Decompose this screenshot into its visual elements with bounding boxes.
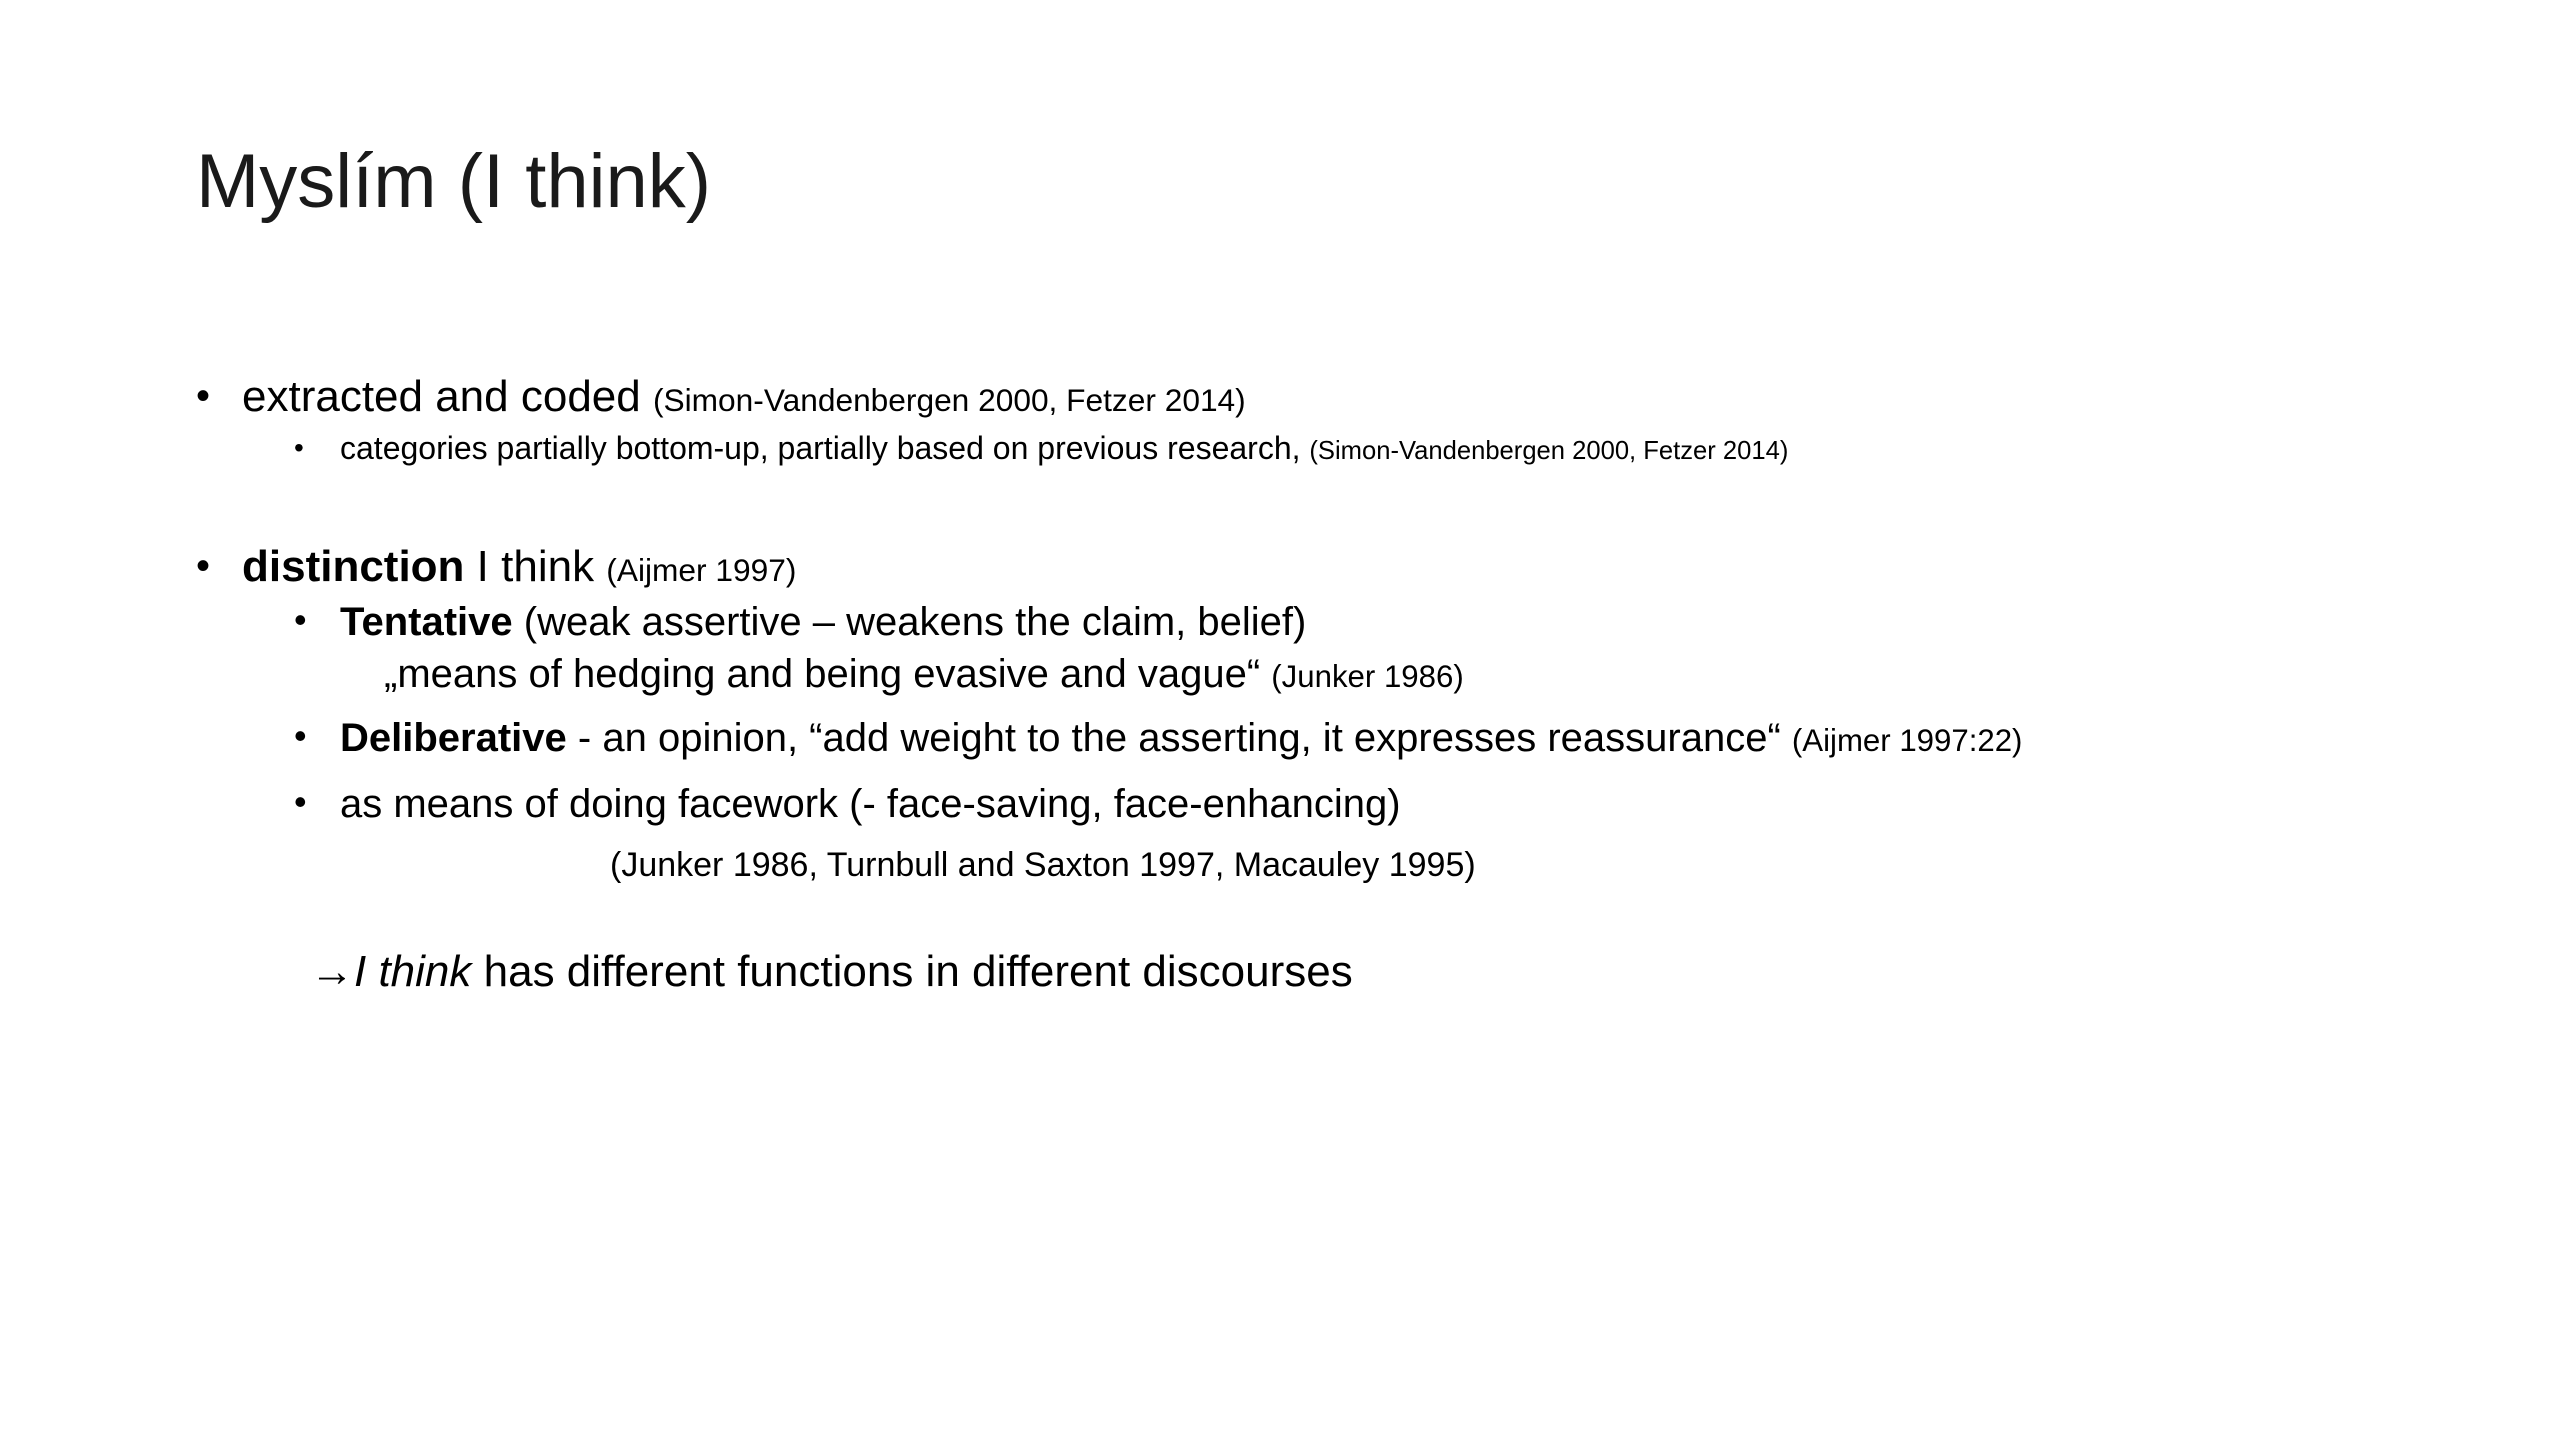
spacer — [190, 765, 2430, 779]
spacer — [190, 468, 2430, 540]
list-item-reference: (Aijmer 1997) — [606, 551, 797, 588]
list-item-label: as means of doing facework (- face-saving, face-enhancing) — [340, 782, 1401, 827]
list-item-reference: (Simon-Vandenbergen 2000, Fetzer 2014) — [652, 382, 1246, 418]
quotation-reference: (Junker 1986) — [1271, 659, 1464, 695]
quotation-text: „means of hedging and being evasive and vague“ — [384, 652, 1261, 697]
citation-line: (Junker 1986, Turnbull and Saxton 1997, Macauley 1995) — [610, 846, 1476, 885]
conclusion-text: has different functions in different discourses — [483, 946, 1353, 996]
list-item-label: extracted and coded — [242, 372, 641, 421]
bullet-icon: • — [294, 715, 307, 757]
slide-body — [190, 370, 2430, 999]
list-item-reference: (Simon-Vandenbergen 2000, Fetzer 2014) — [1309, 436, 1789, 465]
bullet-icon: • — [294, 781, 307, 823]
bullet-icon: • — [294, 431, 304, 463]
list-item — [190, 597, 2430, 647]
list-item-label: - an opinion, “add weight to the asserting, it expresses reassurance“ — [577, 716, 1781, 761]
arrow-icon: → — [310, 946, 354, 996]
list-item-reference: (Aijmer 1997:22) — [1791, 723, 2023, 759]
conclusion-emphasis: I think — [354, 946, 472, 996]
bullet-icon: • — [196, 374, 211, 418]
conclusion-line — [190, 944, 2430, 999]
list-item-label: (weak assertive – weakens the claim, belief) — [523, 600, 1307, 645]
list-item — [190, 370, 2430, 424]
list-item — [190, 713, 2430, 763]
list-item-label-bold: distinction — [242, 541, 465, 591]
list-item — [190, 779, 2430, 829]
list-item — [190, 540, 2430, 594]
spacer — [190, 699, 2430, 713]
list-item — [190, 428, 2430, 468]
list-item-label: I think — [476, 541, 595, 591]
page-title: Myslím (I think) — [196, 139, 712, 224]
list-item-label-bold: Tentative — [340, 600, 513, 645]
quotation-line — [190, 649, 2430, 699]
bullet-icon: • — [196, 543, 211, 588]
list-item-label-bold: Deliberative — [340, 716, 567, 761]
list-item-label: categories partially bottom-up, partially based on previous research, — [340, 429, 1301, 466]
bullet-icon: • — [294, 599, 307, 641]
